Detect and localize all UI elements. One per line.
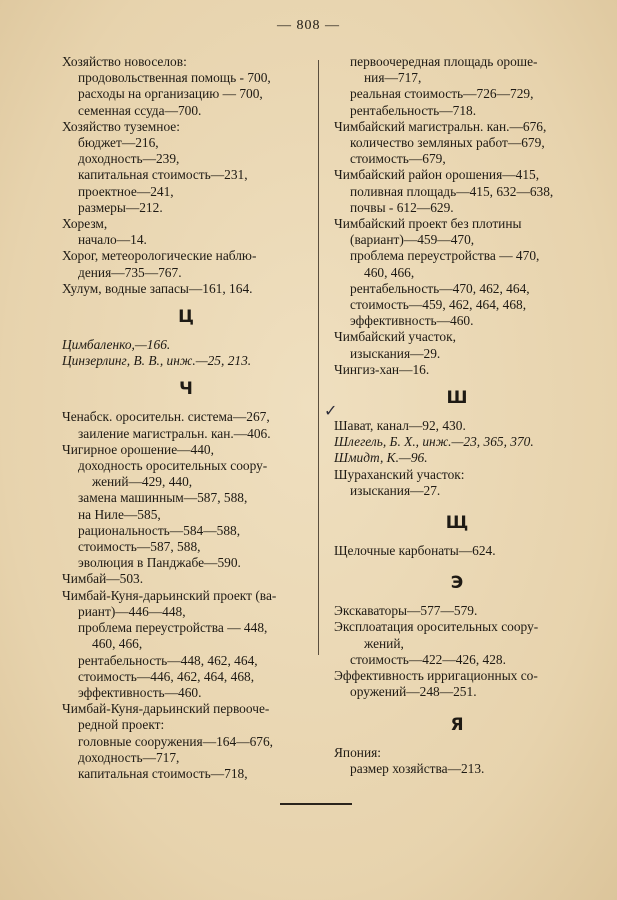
index-subentry: оружений—248—251. (350, 684, 477, 700)
index-entry: Ченабск. оросительн. система—267, (62, 409, 270, 425)
index-subentry: начало—14. (78, 232, 147, 248)
page-number: — 808 — (277, 18, 340, 33)
index-subentry: рентабельность—470, 462, 464, (350, 280, 530, 296)
index-subentry: риант)—446—448, (78, 603, 186, 619)
index-subentry: проектное—241, (78, 183, 174, 199)
index-subentry: дения—735—767. (78, 264, 182, 280)
index-entry: Шлегель, Б. Х., инж.—23, 365, 370. (334, 434, 534, 450)
left-column (62, 54, 310, 782)
index-entry: Хозяйство туземное: (62, 118, 180, 134)
index-entry: Шмидт, К.—96. (334, 450, 428, 466)
index-subentry: размеры—212. (78, 199, 163, 215)
index-subentry: жений—429, 440, (92, 474, 193, 490)
index-entry: Чимбайский проект без плотины (334, 216, 522, 232)
section-letter-ya: Я (450, 714, 464, 735)
index-subentry: проблема переустройства — 448, (78, 620, 268, 636)
index-subentry: рентабельность—448, 462, 464, (78, 652, 258, 668)
index-entry: Цинзерлинг, В. В., инж.—25, 213. (62, 353, 252, 369)
index-entry: Эффективность ирригационных со- (334, 668, 538, 684)
index-subentry: поливная площадь—415, 632—638, (350, 183, 554, 199)
index-subentry: стоимость—422—426, 428. (350, 651, 506, 667)
right-column (334, 54, 580, 777)
section-letter-e: Э (450, 573, 464, 594)
index-subentry: редной проект: (78, 717, 165, 733)
index-subentry: стоимость—446, 462, 464, 468, (78, 668, 255, 684)
index-subentry: реальная стоимость—726—729, (350, 86, 534, 102)
index-subentry: на Ниле—585, (78, 506, 161, 522)
index-subentry: 460, 466, (364, 264, 415, 280)
index-entry: Экскаваторы—577—579. (334, 603, 478, 619)
index-entry: Чингиз-хан—16. (334, 361, 430, 377)
section-letter-shch: Щ (445, 513, 469, 534)
index-subentry: капитальная стоимость—231, (78, 167, 248, 183)
index-entry: Чимбай-Куня-дарьинский первооче- (62, 701, 270, 717)
index-entry: Хорог, метеорологические наблю- (62, 248, 257, 264)
index-subentry: рентабельность—718. (350, 102, 477, 118)
index-subentry: проблема переустройства — 470, (350, 248, 540, 264)
index-subentry: доходность оросительных соору- (78, 458, 268, 474)
index-subentry: бюджет—216, (78, 135, 159, 151)
index-entry: Чимбай—503. (62, 571, 144, 587)
index-entry: Хулум, водные запасы—161, 164. (62, 280, 253, 296)
index-subentry: почвы - 612—629. (350, 199, 454, 215)
index-entry: Чимбайский магистральн. кан.—676, (334, 118, 547, 134)
index-subentry: 460, 466, (92, 636, 143, 652)
index-entry: Цимбаленко,—166. (62, 337, 171, 353)
column-divider (318, 60, 319, 655)
index-entry: Эксплоатация оросительных соору- (334, 619, 539, 635)
section-letter-sh: Ш (446, 388, 468, 409)
index-entry: Шават, канал—92, 430. (334, 418, 466, 434)
index-subentry: головные сооружения—164—676, (78, 733, 274, 749)
index-subentry: продовольственная помощь - 700, (78, 70, 271, 86)
pencil-check-mark: ✓ (324, 401, 338, 420)
index-entry: Чимбайский район орошения—415, (334, 167, 540, 183)
index-entry: Шураханский участок: (334, 466, 465, 482)
index-subentry: эффективность—460. (78, 684, 202, 700)
index-subentry: расходы на организацию — 700, (78, 86, 263, 102)
index-subentry: (вариант)—459—470, (350, 232, 475, 248)
section-letter-ch: Ч (179, 379, 193, 400)
index-subentry: изыскания—27. (350, 482, 441, 498)
index-subentry: замена машинным—587, 588, (78, 490, 248, 506)
index-subentry: капитальная стоимость—718, (78, 765, 248, 781)
index-subentry: семенная ссуда—700. (78, 102, 202, 118)
index-entry: Хозяйство новоселов: (62, 54, 187, 69)
index-subentry: изыскания—29. (350, 345, 441, 361)
index-subentry: стоимость—459, 462, 464, 468, (350, 297, 527, 313)
bottom-rule (280, 803, 352, 805)
index-subentry: размер хозяйства—213. (350, 760, 485, 776)
index-subentry: эволюция в Панджабе—590. (78, 555, 241, 571)
index-subentry: доходность—239, (78, 151, 180, 167)
index-entry: Хорезм, (62, 216, 108, 232)
index-entry: Щелочные карбонаты—624. (334, 543, 496, 559)
index-subentry: эффективность—460. (350, 313, 474, 329)
index-entry: Чимбайский участок, (334, 329, 456, 345)
index-subentry: стоимость—587, 588, (78, 539, 201, 555)
index-subentry: жений, (364, 635, 404, 651)
index-subentry: ния—717, (364, 70, 422, 86)
index-subentry: заиление магистральн. кан.—406. (78, 425, 271, 441)
index-subentry: количество земляных работ—679, (350, 135, 545, 151)
index-entry: Япония: (334, 744, 382, 760)
index-entry: Чигирное орошение—440, (62, 441, 214, 457)
index-subentry: первоочередная площадь ороше- (350, 54, 538, 69)
section-letter-ts: Ц (178, 307, 194, 328)
index-subentry: доходность—717, (78, 749, 180, 765)
index-entry: Чимбай-Куня-дарьинский проект (ва- (62, 587, 277, 603)
index-subentry: рациональность—584—588, (78, 522, 241, 538)
index-subentry: стоимость—679, (350, 151, 446, 167)
